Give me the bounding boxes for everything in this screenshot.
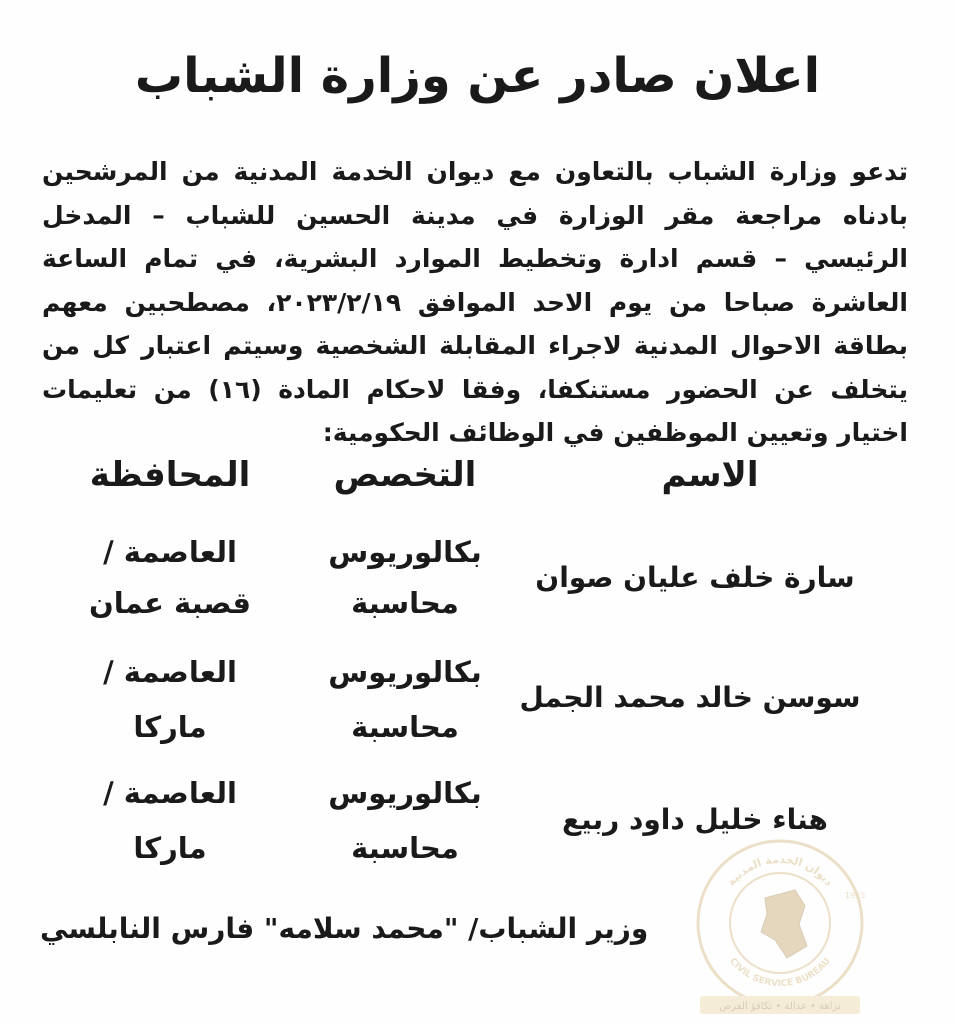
header-name: الاسم: [661, 455, 759, 495]
row-3-governorate-line2: ماركا: [133, 831, 207, 865]
announcement-body: تدعو وزارة الشباب بالتعاون مع ديوان الخدمة المدنية من المرشحين بادناه مراجعة مقر الوزارة في مدينة الحسين للشباب – المدخل الرئيسي – قسم ادارة وتخطيط الموارد البشرية، في تمام الساعة العاشرة صباحا من يوم الاحد الموافق ٢٠٢٣/٢/١٩، مصطحبين معهم بطاقة الاحوال المدنية لاجراء المقابلة الشخصية وسيتم اعتبار كل من يتخلف عن الحضور مستنكفا، وفقا لاحكام المادة (١٦) من تعليمات اختيار وتعيين الموظفين في الوظائف الحكومية:: [42, 157, 908, 447]
row-3-specialty-line2: محاسبة: [351, 831, 459, 865]
svg-text:CIVIL SERVICE BUREAU: CIVIL SERVICE BUREAU: [727, 956, 833, 990]
row-1-specialty-line1: بكالوريوس: [328, 535, 482, 569]
row-2-specialty-line1: بكالوريوس: [328, 655, 482, 689]
header-specialty: التخصص: [333, 455, 477, 495]
svg-text:1955: 1955: [845, 891, 865, 900]
row-1-specialty-line2: محاسبة: [351, 586, 459, 620]
announcement-title: اعلان صادر عن وزارة الشباب: [134, 48, 821, 104]
row-2-governorate-line1: العاصمة /: [103, 655, 237, 689]
row-2-name: سوسن خالد محمد الجمل: [519, 681, 861, 714]
header-governorate: المحافظة: [89, 455, 251, 495]
row-2-governorate-line2: ماركا: [133, 710, 207, 744]
row-3-governorate-line1: العاصمة /: [103, 776, 237, 810]
civil-service-bureau-seal-icon: [695, 828, 865, 1018]
row-2-specialty-line2: محاسبة: [351, 710, 459, 744]
minister-signature: وزير الشباب/ "محمد سلامه" فارس النابلسي: [40, 912, 649, 945]
row-1-name: سارة خلف عليان صوان: [535, 561, 855, 594]
row-3-name: هناء خليل داود ربيع: [562, 803, 828, 836]
svg-text:نزاهة • عدالة • تكافؤ الفرص: نزاهة • عدالة • تكافؤ الفرص: [719, 1001, 841, 1012]
row-1-governorate-line2: قصبة عمان: [89, 586, 251, 620]
row-1-governorate-line1: العاصمة /: [103, 535, 237, 569]
svg-text:ديوان الخدمة المدنية: ديوان الخدمة المدنية: [724, 852, 836, 889]
row-3-specialty-line1: بكالوريوس: [328, 776, 482, 810]
